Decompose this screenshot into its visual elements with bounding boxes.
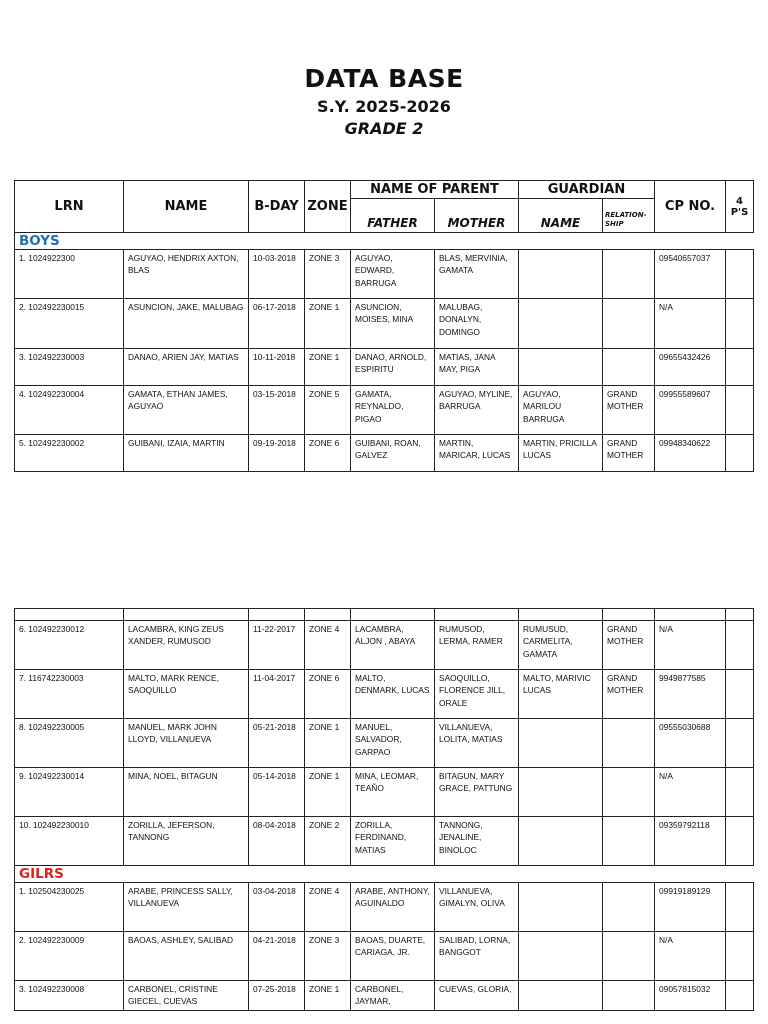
cell-relation: GRAND MOTHER bbox=[607, 673, 644, 696]
cell-name: GAMATA, ETHAN JAMES, AGUYAO bbox=[128, 389, 228, 412]
cell-mother: RUMUSOD, LERMA, RAMER bbox=[439, 624, 503, 647]
cell-father: MALTO, DENMARK, LUCAS bbox=[355, 673, 430, 696]
header-guardian: GUARDIAN bbox=[519, 181, 655, 199]
cell-bday: 11-22-2017 bbox=[253, 624, 296, 634]
cell-relation: GRAND MOTHER bbox=[607, 389, 644, 412]
cell-guardian: MALTO, MARIVIC LUCAS bbox=[523, 673, 591, 696]
cell-guardian bbox=[519, 719, 602, 721]
cell-ps bbox=[726, 670, 753, 672]
cell-guardian bbox=[519, 768, 602, 770]
cell-name: MANUEL, MARK JOHN LLOYD, VILLANUEVA bbox=[128, 722, 217, 745]
cell-father: GUIBANI, ROAN, GALVEZ bbox=[355, 438, 421, 461]
cell-cp: 09057815032 bbox=[659, 984, 711, 994]
cell-guardian bbox=[519, 817, 602, 819]
student-table-page-2 bbox=[14, 608, 754, 1011]
cell-bday: 10-11-2018 bbox=[253, 352, 296, 362]
cell-father: ZORILLA, FERDINAND, MATIAS bbox=[355, 820, 407, 855]
header-guardian-name: NAME bbox=[519, 199, 603, 233]
cell-cp: N/A bbox=[659, 771, 673, 781]
cell-mother: MATIAS, JANA MAY, PIGA bbox=[439, 352, 496, 375]
cell-cp: 09540657037 bbox=[659, 253, 711, 263]
cell-zone: ZONE 1 bbox=[309, 722, 340, 732]
cell-guardian bbox=[519, 349, 602, 351]
cell-name: ASUNCION, JAKE, MALUBAG bbox=[128, 302, 244, 312]
cell-name: GUIBANI, IZAIA, MARTIN bbox=[128, 438, 225, 448]
cell-relation bbox=[603, 299, 654, 301]
cell-mother: SAOQUILLO, FLORENCE JILL, ORALE bbox=[439, 673, 506, 708]
cell-relation bbox=[603, 768, 654, 770]
cell-mother: VILLANUEVA, LOLITA, MATIAS bbox=[439, 722, 503, 745]
cell-guardian bbox=[519, 250, 602, 252]
cell-lrn: 1. 1024922300 bbox=[19, 253, 75, 263]
cell-guardian bbox=[519, 299, 602, 301]
cell-relation: GRAND MOTHER bbox=[607, 624, 644, 647]
cell-mother: VILLANUEVA, GIMALYN, OLIVA bbox=[439, 886, 505, 909]
cell-ps bbox=[726, 250, 753, 252]
cell-name: MALTO, MARK RENCE, SAOQUILLO bbox=[128, 673, 219, 696]
table-row bbox=[15, 621, 754, 670]
cell-lrn: 1. 102504230025 bbox=[19, 886, 85, 896]
cell-cp: 09948340622 bbox=[659, 438, 711, 448]
cell-guardian: RUMUSUD, CARMELITA, GAMATA bbox=[523, 624, 573, 659]
cell-father: LACAMBRA, ALJON , ABAYA bbox=[355, 624, 416, 647]
cell-lrn: 2. 102492230009 bbox=[19, 935, 85, 945]
header-name: NAME bbox=[124, 181, 249, 233]
cell-lrn: 10. 102492230010 bbox=[19, 820, 89, 830]
cell-zone: ZONE 5 bbox=[309, 389, 340, 399]
cell-cp: N/A bbox=[659, 935, 673, 945]
cell-mother: MARTIN, MARICAR, LUCAS bbox=[439, 438, 511, 461]
cell-relation bbox=[603, 981, 654, 983]
table-row bbox=[15, 386, 754, 435]
cell-bday: 10-03-2018 bbox=[253, 253, 296, 263]
cell-relation bbox=[603, 817, 654, 819]
cell-zone: ZONE 6 bbox=[309, 673, 340, 683]
cell-ps bbox=[726, 349, 753, 351]
cell-lrn: 8. 102492230005 bbox=[19, 722, 85, 732]
table-row bbox=[15, 719, 754, 768]
cell-guardian: MARTIN, PRICILLA LUCAS bbox=[523, 438, 597, 461]
cell-father: MINA, LEOMAR, TEAÑO bbox=[355, 771, 419, 794]
cell-cp: 09919189129 bbox=[659, 886, 711, 896]
cell-zone: ZONE 4 bbox=[309, 886, 340, 896]
table-row bbox=[15, 981, 754, 1011]
header-name-of-parent: NAME OF PARENT bbox=[351, 181, 519, 199]
cell-bday: 04-21-2018 bbox=[253, 935, 296, 945]
cell-zone: ZONE 3 bbox=[309, 935, 340, 945]
cell-father: CARBONEL, JAYMAR, bbox=[355, 984, 404, 1007]
cell-guardian bbox=[519, 981, 602, 983]
school-year: S.Y. 2025-2026 bbox=[317, 97, 451, 116]
table-row bbox=[15, 435, 754, 472]
cell-bday: 05-21-2018 bbox=[253, 722, 296, 732]
cell-ps bbox=[726, 932, 753, 934]
cell-name: AGUYAO, HENDRIX AXTON, BLAS bbox=[128, 253, 239, 276]
cell-mother: BITAGUN, MARY GRACE, PATTUNG bbox=[439, 771, 513, 794]
cell-ps bbox=[726, 817, 753, 819]
cell-ps bbox=[726, 386, 753, 388]
table-row bbox=[15, 768, 754, 817]
cell-lrn: 3. 102492230003 bbox=[19, 352, 85, 362]
cell-ps bbox=[726, 883, 753, 885]
cell-lrn: 3. 102492230008 bbox=[19, 984, 85, 994]
header-bday: B-DAY bbox=[249, 181, 305, 233]
cell-zone: ZONE 3 bbox=[309, 253, 340, 263]
cell-name: CARBONEL, CRISTINE GIECEL, CUEVAS bbox=[128, 984, 218, 1007]
cell-lrn: 7. 116742230003 bbox=[19, 673, 84, 683]
cell-bday: 07-25-2018 bbox=[253, 984, 296, 994]
cell-mother: TANNONG, JENALINE, BINOLOC bbox=[439, 820, 483, 855]
cell-relation bbox=[603, 349, 654, 351]
header-mother: MOTHER bbox=[435, 199, 519, 233]
cell-relation bbox=[603, 250, 654, 252]
cell-bday: 06-17-2018 bbox=[253, 302, 296, 312]
cell-lrn: 9. 102492230014 bbox=[19, 771, 85, 781]
table-row bbox=[15, 250, 754, 299]
header-lrn: LRN bbox=[15, 181, 124, 233]
cell-guardian bbox=[519, 932, 602, 934]
cell-ps bbox=[726, 719, 753, 721]
cell-cp: N/A bbox=[659, 302, 673, 312]
cell-father: GAMATA, REYNALDO, PIGAO bbox=[355, 389, 404, 424]
cell-cp: N/A bbox=[659, 624, 673, 634]
cell-name: ARABE, PRINCESS SALLY, VILLANUEVA bbox=[128, 886, 233, 909]
cell-ps bbox=[726, 299, 753, 301]
cell-bday: 08-04-2018 bbox=[253, 820, 296, 830]
cell-father: MANUEL, SALVADOR, GARPAO bbox=[355, 722, 402, 757]
section-girls: GILRS bbox=[15, 866, 754, 883]
cell-bday: 03-15-2018 bbox=[253, 389, 296, 399]
cell-ps bbox=[726, 768, 753, 770]
cell-bday: 11-04-2017 bbox=[253, 673, 296, 683]
cell-guardian: AGUYAO, MARILOU BARRUGA bbox=[523, 389, 565, 424]
cell-name: BAOAS, ASHLEY, SALIBAD bbox=[128, 935, 234, 945]
cell-father: ASUNCION, MOISES, MINA bbox=[355, 302, 414, 325]
cell-cp: 09655432426 bbox=[659, 352, 711, 362]
cell-relation bbox=[603, 719, 654, 721]
table-row bbox=[15, 932, 754, 981]
cell-name: ZORILLA, JEFERSON, TANNONG bbox=[128, 820, 215, 843]
cell-ps bbox=[726, 435, 753, 437]
cell-cp: 09359792118 bbox=[659, 820, 710, 830]
cell-ps bbox=[726, 621, 753, 623]
cell-father: BAOAS, DUARTE, CARIAGA, JR. bbox=[355, 935, 426, 958]
cell-cp: 09955589607 bbox=[659, 389, 711, 399]
cell-lrn: 4. 102492230004 bbox=[19, 389, 85, 399]
cell-zone: ZONE 6 bbox=[309, 438, 340, 448]
cell-mother: SALIBAD, LORNA, BANGGOT bbox=[439, 935, 511, 958]
table-row bbox=[15, 817, 754, 866]
cell-bday: 05-14-2018 bbox=[253, 771, 296, 781]
cell-cp: 09555030688 bbox=[659, 722, 711, 732]
cell-guardian bbox=[519, 883, 602, 885]
cell-mother: BLAS, MERVINIA, GAMATA bbox=[439, 253, 508, 276]
cell-zone: ZONE 1 bbox=[309, 352, 340, 362]
cell-lrn: 2. 102492230015 bbox=[19, 302, 85, 312]
cell-father: DANAO, ARNOLD, ESPIRITU bbox=[355, 352, 427, 375]
cell-relation bbox=[603, 883, 654, 885]
header-father: FATHER bbox=[351, 199, 435, 233]
table-row bbox=[15, 883, 754, 932]
cell-name: DANAO, ARIEN JAY, MATIAS bbox=[128, 352, 239, 362]
cell-lrn: 5. 102492230002 bbox=[19, 438, 85, 448]
header-cp-no: CP NO. bbox=[655, 181, 726, 233]
cell-mother: MALUBAG, DONALYN, DOMINGO bbox=[439, 302, 483, 337]
cell-zone: ZONE 1 bbox=[309, 771, 340, 781]
cell-father: AGUYAO, EDWARD, BARRUGA bbox=[355, 253, 397, 288]
cell-mother: CUEVAS, GLORIA, bbox=[439, 984, 512, 994]
cell-name: LACAMBRA, KING ZEUS XANDER, RUMUSOD bbox=[128, 624, 224, 647]
cell-zone: ZONE 1 bbox=[309, 302, 340, 312]
blank-header-row bbox=[15, 609, 754, 621]
grade-level: GRADE 2 bbox=[344, 119, 424, 138]
cell-relation: GRAND MOTHER bbox=[607, 438, 644, 461]
cell-zone: ZONE 2 bbox=[309, 820, 340, 830]
table-row bbox=[15, 299, 754, 349]
header-4ps: 4 P'S bbox=[726, 181, 754, 233]
header-relationship: RELATION-SHIP bbox=[603, 199, 655, 233]
cell-father: ARABE, ANTHONY, AGUINALDO bbox=[355, 886, 430, 909]
cell-bday: 09-19-2018 bbox=[253, 438, 296, 448]
student-table-page-1 bbox=[14, 180, 754, 472]
cell-zone: ZONE 1 bbox=[309, 984, 340, 994]
table-row bbox=[15, 349, 754, 386]
table-row bbox=[15, 670, 754, 719]
cell-mother: AGUYAO, MYLINE, BARRUGA bbox=[439, 389, 513, 412]
cell-ps bbox=[726, 981, 753, 983]
section-boys: BOYS bbox=[15, 233, 754, 250]
cell-bday: 03-04-2018 bbox=[253, 886, 296, 896]
header-zone: ZONE bbox=[305, 181, 351, 233]
cell-lrn: 6. 102492230012 bbox=[19, 624, 85, 634]
cell-relation bbox=[603, 932, 654, 934]
cell-zone: ZONE 4 bbox=[309, 624, 340, 634]
document-title: DATA BASE bbox=[304, 64, 464, 93]
cell-cp: 9949877585 bbox=[659, 673, 706, 683]
cell-name: MINA, NOEL, BITAGUN bbox=[128, 771, 218, 781]
